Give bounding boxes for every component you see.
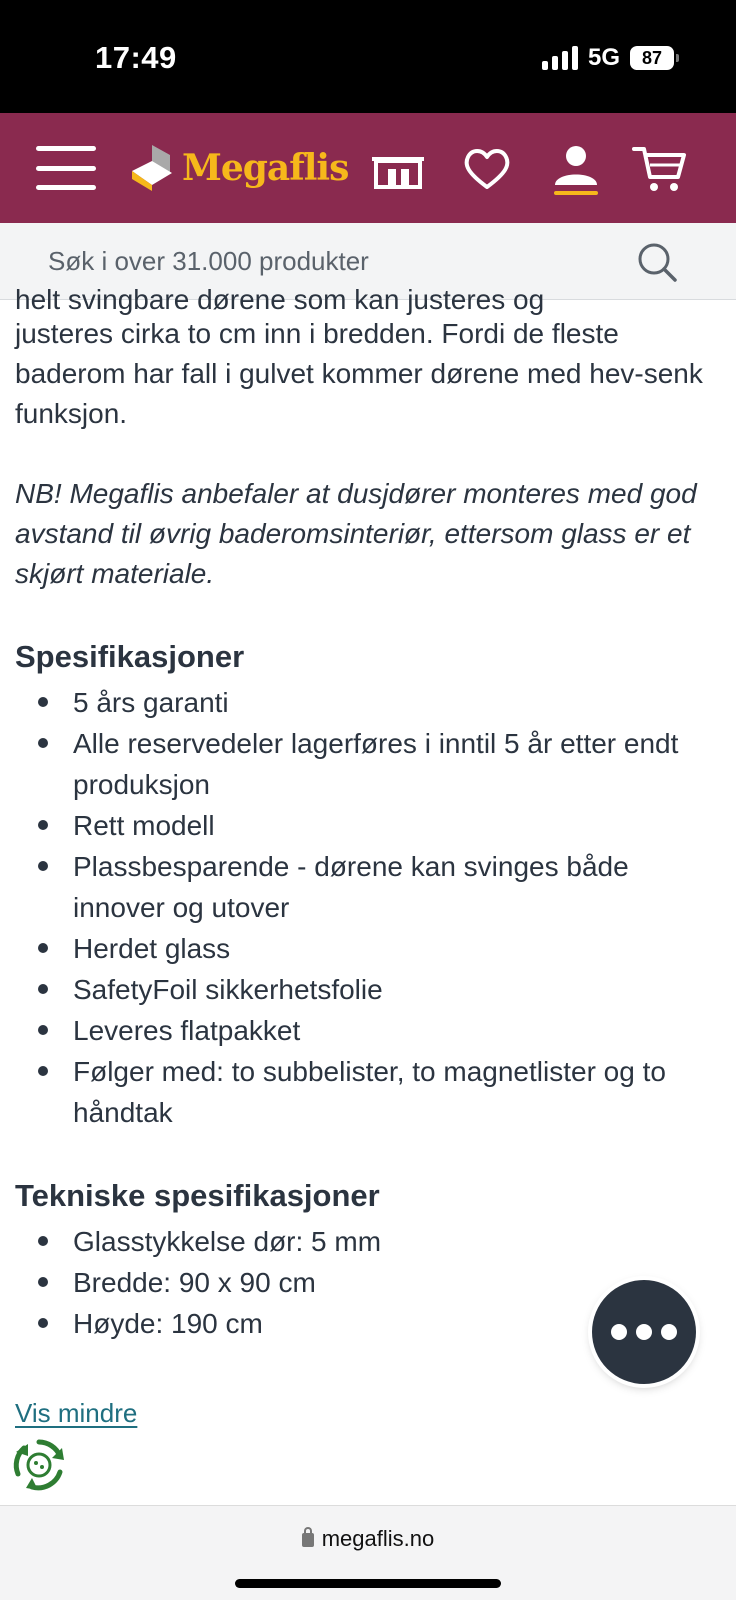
description-paragraph: justeres cirka to cm inn i bredden. Fordi de fleste baderom har fall i gulvet kommer dørene med hev-senk funksjon.	[15, 318, 703, 429]
list-item: Rett modell	[15, 805, 715, 846]
dot-icon	[636, 1324, 652, 1340]
lock-icon	[302, 1533, 314, 1547]
network-label: 5G	[587, 44, 620, 71]
list-item: Høyde: 190 cm	[15, 1303, 715, 1344]
store-icon[interactable]	[369, 143, 427, 195]
signal-icon	[542, 46, 578, 70]
list-item: 5 års garanti	[15, 682, 715, 723]
list-item: Plassbesparende - dørene kan svinges både innover og utover	[15, 846, 715, 928]
specs-list	[15, 682, 715, 1133]
tech-specs-heading: Tekniske spesifikasjoner	[15, 1178, 380, 1213]
search-icon[interactable]	[636, 241, 678, 283]
status-time: 17:49	[95, 40, 177, 75]
url-text: megaflis.no	[321, 1526, 435, 1551]
list-item: Leveres flatpakket	[15, 1010, 715, 1051]
battery-level: 87	[641, 47, 663, 68]
logo-mark-icon	[130, 143, 174, 193]
site-header	[0, 113, 736, 223]
dot-icon	[611, 1324, 627, 1340]
dot-icon	[661, 1324, 677, 1340]
browser-url-bar[interactable]	[0, 1505, 736, 1600]
home-indicator[interactable]	[235, 1579, 501, 1588]
logo[interactable]	[130, 139, 348, 197]
menu-icon[interactable]	[36, 146, 96, 190]
list-item: SafetyFoil sikkerhetsfolie	[15, 969, 715, 1010]
heart-icon[interactable]	[458, 143, 516, 195]
list-item: Alle reservedeler lagerføres i inntil 5 år etter endt produksjon	[15, 723, 715, 805]
url-display[interactable]	[0, 1526, 736, 1552]
show-less-link[interactable]: Vis mindre	[15, 1398, 138, 1428]
recycle-icon	[12, 1438, 66, 1492]
cart-icon[interactable]	[632, 143, 690, 195]
specs-heading: Spesifikasjoner	[15, 639, 245, 674]
account-active-indicator	[554, 191, 598, 195]
status-indicators	[542, 44, 674, 72]
status-bar	[0, 0, 736, 113]
more-options-button[interactable]	[592, 1280, 696, 1384]
logo-text: Megaflis	[182, 147, 349, 189]
list-item: Herdet glass	[15, 928, 715, 969]
list-item: Glasstykkelse dør: 5 mm	[15, 1221, 715, 1262]
product-description	[15, 284, 715, 1429]
clipped-line: helt svingbare dørene som kan justeres og	[15, 284, 545, 315]
list-item: Bredde: 90 x 90 cm	[15, 1262, 715, 1303]
battery-icon	[630, 46, 674, 70]
mounting-note: NB! Megaflis anbefaler at dusjdører monteres med god avstand til øvrig baderomsinteriør, ettersom glass er et skjørt materiale.	[15, 478, 697, 589]
list-item: Følger med: to subbelister, to magnetlister og to håndtak	[15, 1051, 715, 1133]
account-icon[interactable]	[547, 143, 605, 195]
